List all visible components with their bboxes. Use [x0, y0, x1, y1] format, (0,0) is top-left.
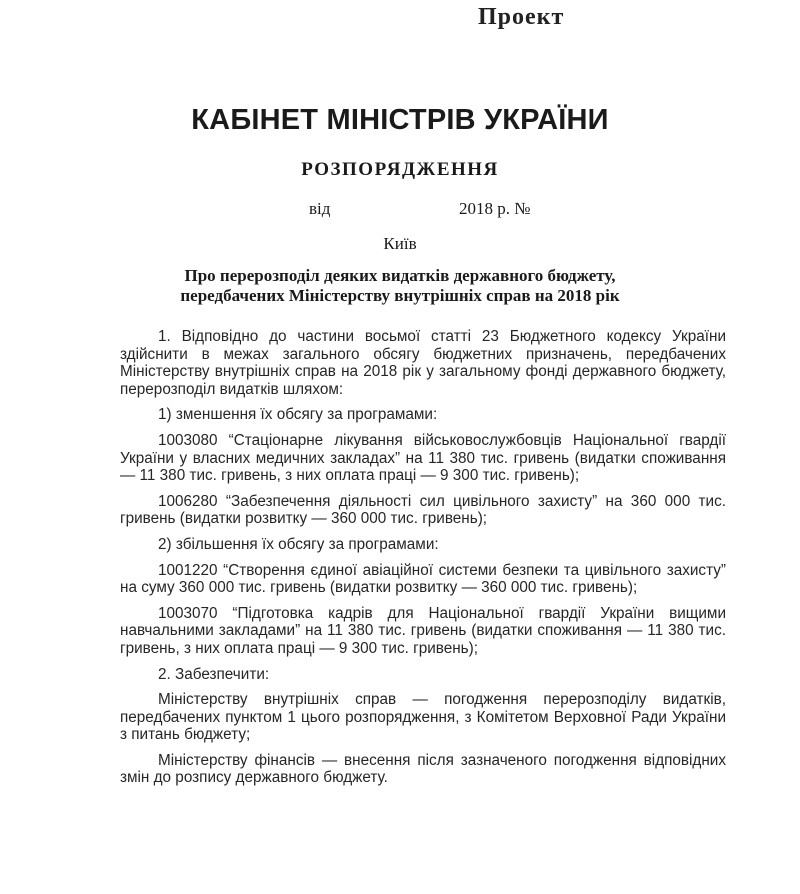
city: Київ: [383, 234, 417, 253]
paragraph: 1006280 “Забезпечення діяльності сил цивільного захисту” на 360 000 тис. гривень (видатки розвитку — 360 000 тис. гривень);: [120, 492, 726, 528]
paragraph: 1003080 “Стаціонарне лікування військовослужбовців Національної гвардії України у власних медичних закладах” на 11 380 тис. гривень (видатки споживання — 11 380 тис. гривень, з них оплата праці — 9 300 тис. гривень);: [120, 431, 726, 485]
paragraph: Міністерству фінансів — внесення після зазначеного погодження відповідних змін до розпису державного бюджету.: [120, 751, 726, 787]
date-prefix: від: [309, 199, 331, 218]
subject-line: Про перерозподіл деяких видатків державного бюджету,: [184, 266, 616, 285]
date-year-number: 2018 р. №: [459, 199, 531, 218]
paragraph: 2) збільшення їх обсягу за програмами:: [158, 535, 439, 553]
paragraph: 2. Забезпечити:: [158, 665, 270, 683]
document-type: РОЗПОРЯДЖЕННЯ: [301, 159, 499, 180]
paragraph: 1003070 “Підготовка кадрів для Національної гвардії України вищими навчальними закладами” на 11 380 тис. гривень (видатки споживання — 11 380 тис. гривень, з них оплата праці — 9 300 тис. гривень);: [120, 604, 726, 657]
paragraph: 1. Відповідно до частини восьмої статті 23 Бюджетного кодексу України здійснити в межах загального обсягу бюджетних призначень, передбачених Міністерству внутрішніх справ на 2018 рік у загальному фонді державного бюджету, перерозподіл видатків шляхом:: [120, 328, 726, 398]
issuing-authority: КАБІНЕТ МІНІСТРІВ УКРАЇНИ: [191, 104, 609, 136]
subject-line: передбачених Міністерству внутрішніх справ на 2018 рік: [180, 286, 620, 305]
paragraph: Міністерству внутрішніх справ — погодження перерозподілу видатків, передбачених пунктом 1 цього розпорядження, з Комітетом Верховної Ради України з питань бюджету;: [120, 691, 726, 744]
document-body: [120, 328, 726, 795]
draft-stamp: Проект: [478, 4, 565, 30]
document-subject: [0, 266, 800, 306]
paragraph: 1001220 “Створення єдиної авіаційної системи безпеки та цивільного захисту” на суму 360 000 тис. гривень (видатки розвитку — 360 000 тис. гривень);: [120, 561, 726, 597]
paragraph: 1) зменшення їх обсягу за програмами:: [158, 406, 438, 424]
